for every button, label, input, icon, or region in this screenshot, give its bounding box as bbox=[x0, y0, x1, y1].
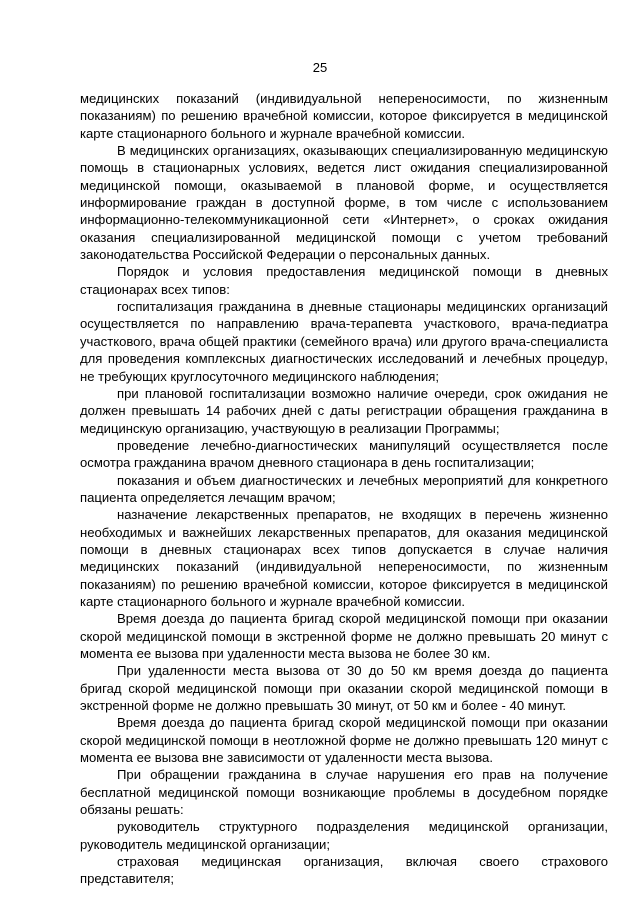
paragraph: При удаленности места вызова от 30 до 50 км время доезда до пациента бригад скорой медицинской помощи при оказании скорой медицинской помощи в экстренной форме не должно превышать 30 минут, от 50 км и более - 40 минут. bbox=[80, 663, 608, 714]
document-body bbox=[80, 90, 608, 888]
paragraph: страховая медицинская организация, включая своего страхового представителя; bbox=[80, 854, 608, 887]
paragraph: госпитализация гражданина в дневные стационары медицинских организаций осуществляется по направлению врача-терапевта участкового, врача-педиатра участкового, врача общей практики (семейного врача) или другого врача-специалиста для проведения комплексных диагностических исследований и лечебных процедур, не требующих круглосуточного медицинского наблюдения; bbox=[80, 299, 608, 384]
paragraph: Время доезда до пациента бригад скорой медицинской помощи при оказании скорой медицинской помощи в экстренной форме не должно превышать 20 минут с момента ее вызова при удаленности места вызова не более 30 км. bbox=[80, 611, 608, 661]
page-number: 25 bbox=[312, 60, 328, 75]
paragraph: При обращении гражданина в случае нарушения его прав на получение бесплатной медицинской помощи возникающие проблемы в досудебном порядке обязаны решать: bbox=[80, 767, 608, 818]
paragraph: В медицинских организациях, оказывающих специализированную медицинскую помощь в стационарных условиях, ведется лист ожидания специализированной медицинской помощи, оказываемой в плановой форме, и осуществляется информирование граждан в доступной форме, в том числе с использованием информационно-телекоммуникационной сети «Интернет», о сроках ожидания оказания специализированной медицинской помощи с учетом требований законодательства Российской Федерации о персональных данных. bbox=[80, 143, 608, 263]
paragraph: Порядок и условия предоставления медицинской помощи в дневных стационарах всех типов: bbox=[80, 264, 608, 297]
paragraph: проведение лечебно-диагностических манипуляций осуществляется после осмотра гражданина врачом дневного стационара в день госпитализации; bbox=[80, 437, 608, 471]
paragraph: при плановой госпитализации возможно наличие очереди, срок ожидания не должен превышать 14 рабочих дней с даты регистрации обращения гражданина в медицинскую организацию, участвующую в реализации Программы; bbox=[80, 385, 608, 436]
paragraph: показания и объем диагностических и лечебных мероприятий для конкретного пациента определяется лечащим врачом; bbox=[80, 472, 608, 505]
paragraph: медицинских показаний (индивидуальной непереносимости, по жизненным показаниям) по решению врачебной комиссии, которое фиксируется в медицинской карте стационарного больного и журнале врачебной комиссии. bbox=[80, 91, 608, 141]
paragraph: Время доезда до пациента бригад скорой медицинской помощи при оказании скорой медицинской помощи в неотложной форме не должно превышать 120 минут с момента ее вызова вне зависимости от удаленности места вызова. bbox=[80, 715, 608, 766]
paragraph: назначение лекарственных препаратов, не входящих в перечень жизненно необходимых и важнейших лекарственных препаратов, для оказания медицинской помощи в дневных стационарах всех типов допускается в случае наличия медицинских показаний (индивидуальной непереносимости, по жизненным показаниям) по решению врачебной комиссии, которое фиксируется в медицинской карте стационарного больного и журнале врачебной комиссии. bbox=[80, 507, 608, 609]
paragraph: руководитель структурного подразделения медицинской организации, руководитель медицинской организации; bbox=[80, 819, 608, 852]
